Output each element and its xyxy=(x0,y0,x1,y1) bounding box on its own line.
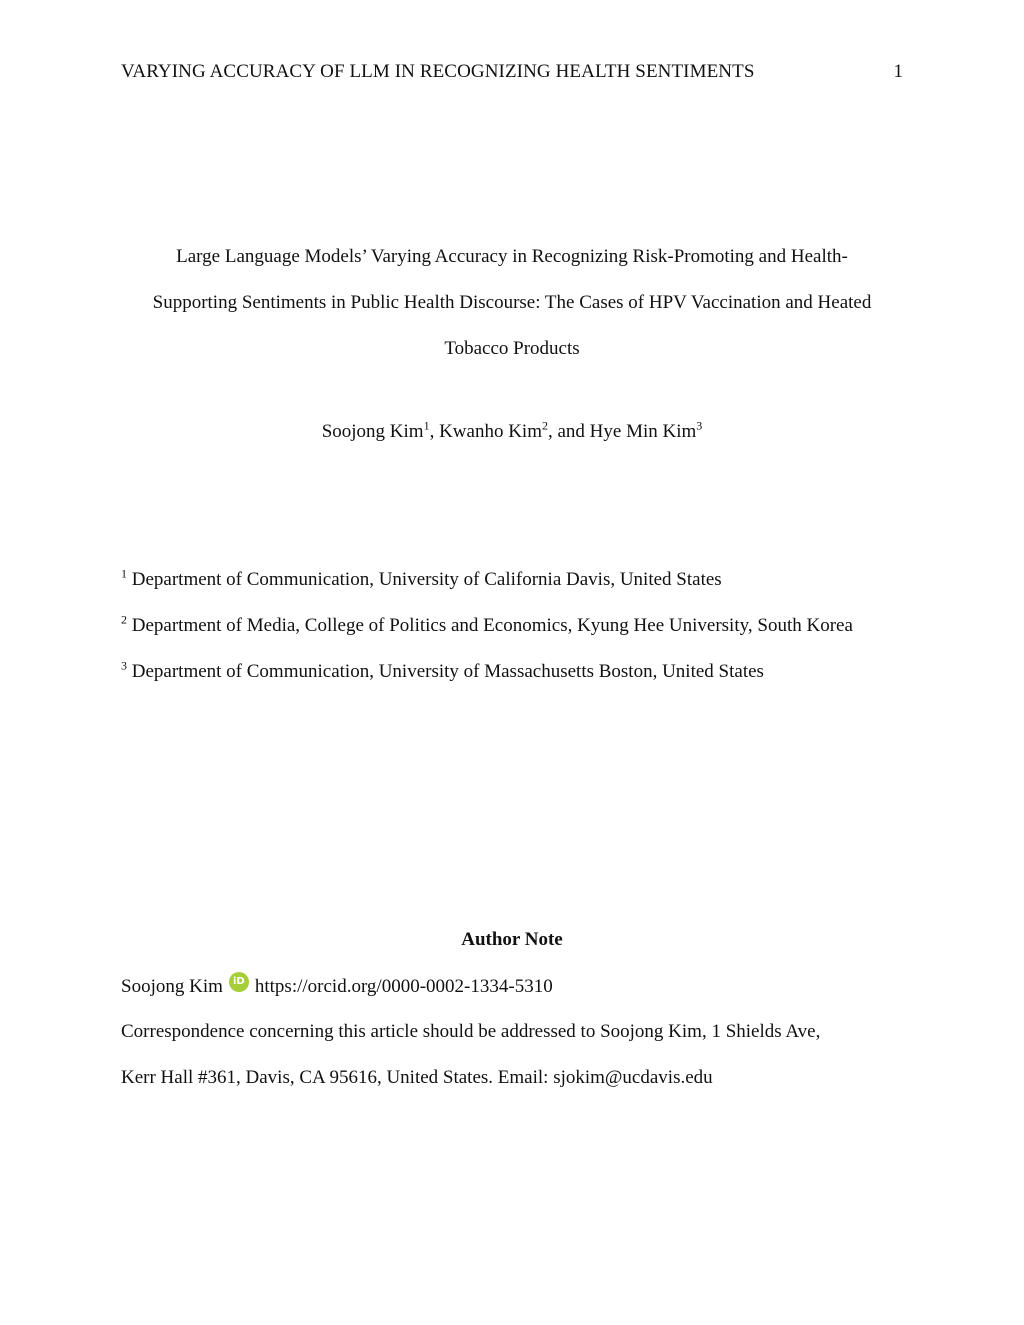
orcid-link[interactable]: https://orcid.org/0000-0002-1334-5310 xyxy=(254,976,553,997)
affiliation-list xyxy=(121,557,921,695)
correspondence-line-1: Correspondence concerning this article should be addressed to Soojong Kim, 1 Shields Ave, xyxy=(121,1021,821,1042)
affiliation-text: Department of Media, College of Politics and Economics, Kyung Hee University, South Korea xyxy=(127,615,853,636)
author-note-heading: Author Note xyxy=(461,929,563,950)
affiliation-item xyxy=(121,603,921,649)
orcid-author-name: Soojong Kim xyxy=(121,976,223,997)
affiliation-item xyxy=(121,649,921,695)
author-affiliation-mark: 2 xyxy=(541,418,548,433)
author-affiliation-mark: 3 xyxy=(696,418,703,433)
author-name: Hye Min Kim xyxy=(589,421,697,442)
paper-title xyxy=(100,234,924,372)
affiliation-mark: 3 xyxy=(121,658,127,673)
author-list xyxy=(100,420,924,444)
correspondence-line-2: Kerr Hall #361, Davis, CA 95616, United States. Email: sjokim@ucdavis.edu xyxy=(121,1067,713,1088)
affiliation-text: Department of Communication, University of California Davis, United States xyxy=(127,569,722,590)
author-affiliation-mark: 1 xyxy=(423,418,430,433)
page-number: 1 xyxy=(893,61,903,82)
title-line-2: Supporting Sentiments in Public Health Discourse: The Cases of HPV Vaccination and Heated xyxy=(152,292,872,313)
author-separator: , xyxy=(429,421,440,442)
author-note-body xyxy=(121,975,911,1101)
title-line-1: Large Language Models’ Varying Accuracy in Recognizing Risk-Promoting and Health- xyxy=(176,246,848,267)
orcid-icon[interactable]: iD xyxy=(229,972,249,992)
title-line-3: Tobacco Products xyxy=(444,338,580,359)
author-name: Kwanho Kim xyxy=(439,421,542,442)
orcid-row xyxy=(121,975,911,999)
correspondence-paragraph xyxy=(121,1009,911,1101)
affiliation-text: Department of Communication, University of Massachusetts Boston, United States xyxy=(127,661,764,682)
affiliation-item xyxy=(121,557,921,603)
affiliation-mark: 2 xyxy=(121,612,127,627)
running-head: VARYING ACCURACY OF LLM IN RECOGNIZING HEALTH SENTIMENTS xyxy=(121,61,755,82)
affiliation-mark: 1 xyxy=(121,566,127,581)
author-separator: , and xyxy=(547,421,590,442)
author-name: Soojong Kim xyxy=(321,421,424,442)
